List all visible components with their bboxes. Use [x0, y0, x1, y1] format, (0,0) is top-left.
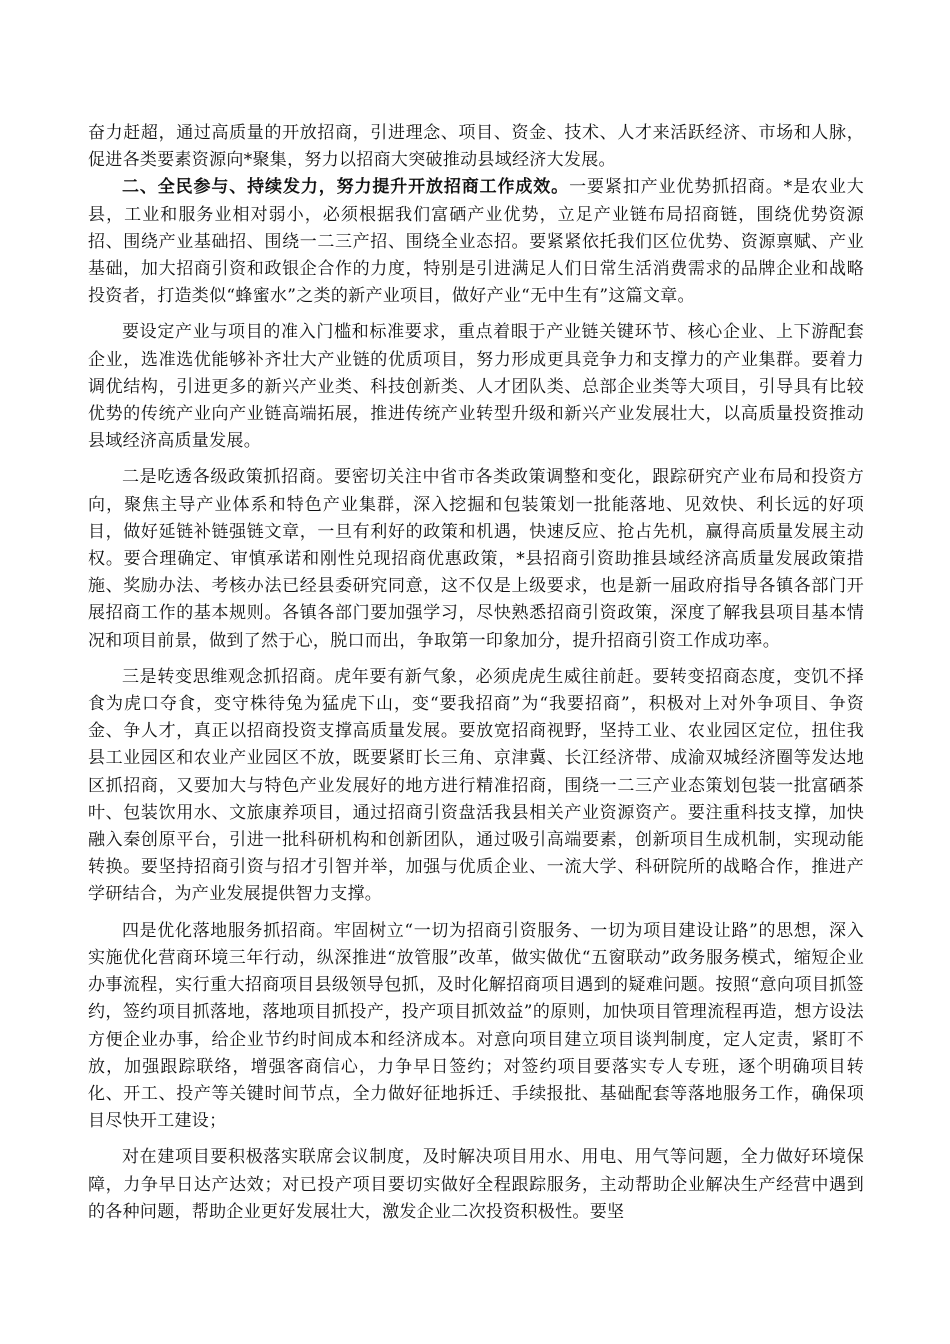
paragraph-policy: 二是吃透各级政策抓招商。要密切关注中省市各类政策调整和变化，跟踪研究产业布局和投资方向，聚焦主导产业体系和特色产业集群，深入挖掘和包装策划一批能落地、见效快、利长远的好项目，做好延链补链强链文章，一旦有利好的政策和机遇，快速反应、抢占先机，赢得高质量发展主动权。要合理确定、审慎承诺和刚性兑现招商优惠政策，*县招商引资助推县域经济高质量发展政策措施、奖励办法、考核办法已经县委研究同意，这不仅是上级要求，也是新一届政府指导各镇各部门开展招商工作的基本规则。各镇各部门要加强学习，尽快熟悉招商引资政策，深度了解我县项目基本情况和项目前景，做到了然于心，脱口而出，争取第一印象加分，提升招商引资工作成功率。 [88, 467, 864, 651]
paragraph-projects: 对在建项目要积极落实联席会议制度，及时解决项目用水、用电、用气等问题，全力做好环境保障，力争早日达产达效；对已投产项目要切实做好全程跟踪服务，主动帮助企业解决生产经营中遇到的各种问题，帮助企业更好发展壮大，激发企业二次投资积极性。要坚 [88, 1147, 864, 1222]
document-body [88, 120, 864, 1226]
paragraph-service: 四是优化落地服务抓招商。牢固树立“一切为招商引资服务、一切为项目建设让路”的思想，深入实施优化营商环境三年行动，纵深推进“放管服”改革，做实做优“五窗联动”政务服务模式，缩短企业办事流程，实行重大招商项目县级领导包抓，及时化解招商项目遇到的疑难问题。按照“意向项目抓签约，签约项目抓落地，落地项目抓投产，投产项目抓效益”的原则，加快项目管理流程再造，想方设法方便企业办事，给企业节约时间成本和经济成本。对意向项目建立项目谈判制度，定人定责，紧盯不放，加强跟踪联络，增强客商信心，力争早日签约；对签约项目要落实专人专班，逐个明确项目转化、开工、投产等关键时间节点，全力做好征地拆迁、手续报批、基础配套等落地服务工作，确保项目尽快开工建设； [88, 920, 864, 1132]
paragraph-section-two [88, 174, 864, 310]
section-heading: 二、全民参与、持续发力，努力提升开放招商工作成效。 [122, 177, 570, 198]
paragraph-text: 一要紧扣产业优势抓招商。*是农业大县，工业和服务业相对弱小，必须根据我们富硒产业优势，立足产业链布局招商链，围绕优势资源招、围绕产业基础招、围绕一二三产招、围绕全业态招。要紧紧依托我们区位优势、资源禀赋、产业基础，加大招商引资和政银企合作的力度，特别是引进满足人们日常生活消费需求的品牌企业和战略投资者，打造类似“蜂蜜水”之类的新产业项目，做好产业“无中生有”这篇文章。 [88, 177, 865, 307]
paragraph-continuation: 奋力赶超，通过高质量的开放招商，引进理念、项目、资金、技术、人才来活跃经济、市场和人脉，促进各类要素资源向*聚集，努力以招商大突破推动县域经济大发展。 [88, 123, 864, 171]
paragraph-entry-standards: 要设定产业与项目的准入门槛和标准要求，重点着眼于产业链关键环节、核心企业、上下游配套企业，选准选优能够补齐壮大产业链的优质项目，努力形成更具竞争力和支撑力的产业集群。要着力调优结构，引进更多的新兴产业类、科技创新类、人才团队类、总部企业类等大项目，引导具有比较优势的传统产业向产业链高端拓展，推进传统产业转型升级和新兴产业发展壮大，以高质量投资推动县域经济高质量发展。 [88, 322, 864, 452]
paragraph-mindset: 三是转变思维观念抓招商。虎年要有新气象，必须虎虎生威往前赶。要转变招商态度，变饥不择食为虎口夺食，变守株待兔为猛虎下山，变“要我招商”为“我要招商”，积极对上对外争项目、争资金、争人才，真正以招商投资支撑高质量发展。要放宽招商视野，坚持工业、农业园区定位，扭住我县工业园区和农业产业园区不放，既要紧盯长三角、京津冀、长江经济带、成渝双城经济圈等发达地区抓招商，又要加大与特色产业发展好的地方进行精准招商，围绕一二三产业态策划包装一批富硒茶叶、包装饮用水、文旅康养项目，通过招商引资盘活我县相关产业资源资产。要注重科技支撑，加快融入秦创原平台，引进一批科研机构和创新团队，通过吸引高端要素，创新项目生成机制，实现动能转换。要坚持招商引资与招才引智并举，加强与优质企业、一流大学、科研院所的战略合作，推进产学研结合，为产业发展提供智力支撑。 [88, 666, 864, 905]
